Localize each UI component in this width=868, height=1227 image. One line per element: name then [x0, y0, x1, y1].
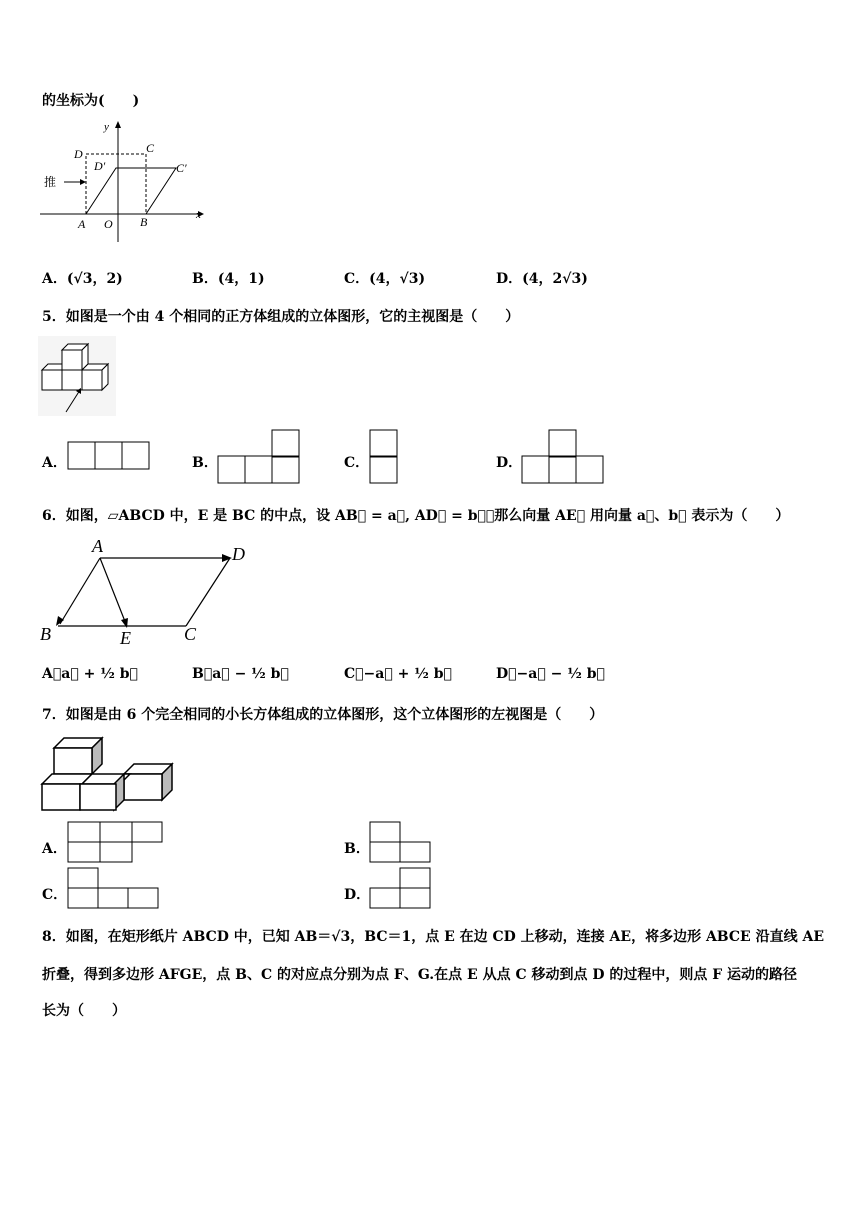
q6-label-E: E — [120, 628, 131, 648]
q5-option-c-figure — [368, 428, 402, 486]
q6-option-c: C．−a⃗ + ½ b⃗ — [344, 666, 452, 682]
q7-figure — [40, 734, 182, 816]
q8-line-1: 8．如图，在矩形纸片 ABCD 中，已知 AB＝√3，BC＝1，点 E 在边 CD 上移动，连接 AE，将多边形 ABCE 沿直线 AE — [42, 929, 824, 945]
q4-label-B: B — [140, 215, 148, 229]
q4-label-x: x — [196, 209, 201, 221]
q4-label-Cp: C′ — [176, 161, 187, 175]
q4-label-C: C — [146, 141, 155, 155]
q7-option-c-figure — [66, 866, 162, 912]
q6-label-B: B — [40, 624, 51, 644]
q7-option-a-label: A． — [42, 841, 67, 857]
q6-option-a: A．a⃗ + ½ b⃗ — [42, 666, 138, 682]
q5-figure — [38, 336, 118, 418]
q4-option-c: C．(4，√3) — [344, 271, 426, 287]
q8-line-3: 长为（ ） — [42, 1003, 126, 1019]
q5-option-b-label: B． — [192, 455, 218, 471]
q4-label-y: y — [104, 121, 109, 133]
q6-option-b: B．a⃗ − ½ b⃗ — [192, 666, 289, 682]
q4-figure — [38, 118, 210, 246]
q6-label-A: A — [92, 536, 103, 556]
q4-stem-tail: 的坐标为( ) — [42, 93, 140, 109]
q7-option-a-figure — [66, 820, 166, 866]
q4-label-D: D — [74, 147, 83, 161]
q7-option-c-label: C． — [42, 887, 68, 903]
q5-option-c-label: C． — [344, 455, 370, 471]
q7-option-d-figure — [368, 866, 436, 912]
q8-line-2: 折叠，得到多边形 AFGE，点 B、C 的对应点分别为点 F、G.在点 E 从点 C 移动到点 D 的过程中，则点 F 运动的路径 — [42, 967, 798, 983]
q4-label-O: O — [104, 217, 113, 231]
q5-option-b-figure — [216, 428, 304, 486]
q7-option-b-label: B． — [344, 841, 370, 857]
q4-label-A: A — [78, 217, 86, 231]
q4-option-d: D．(4，2√3) — [496, 271, 588, 287]
q6-figure — [36, 536, 266, 648]
q5-option-d-label: D． — [496, 455, 523, 471]
q4-option-b: B．(4，1) — [192, 271, 265, 287]
q5-option-a-figure — [66, 440, 152, 472]
q5-stem: 5．如图是一个由 4 个相同的正方体组成的立体图形，它的主视图是（ ） — [42, 309, 520, 325]
q4-label-push: 推 — [44, 175, 57, 189]
q6-label-D: D — [232, 544, 245, 564]
q7-option-b-figure — [368, 820, 436, 866]
q4-label-Dp: D′ — [94, 159, 106, 173]
q6-option-d: D．−a⃗ − ½ b⃗ — [496, 666, 605, 682]
q6-label-C: C — [184, 624, 197, 644]
q5-option-a-label: A． — [42, 455, 67, 471]
q7-stem: 7．如图是由 6 个完全相同的小长方体组成的立体图形，这个立体图形的左视图是（ ） — [42, 707, 604, 723]
q6-stem: 6．如图，▱ABCD 中，E 是 BC 的中点，设 AB⃗ = a⃗, AD⃗ = b⃗，那么向量 AE⃗ 用向量 a⃗、b⃗ 表示为（ ） — [42, 508, 790, 524]
q5-option-d-figure — [520, 428, 608, 486]
q4-option-a: A．(√3，2) — [42, 271, 123, 287]
q7-option-d-label: D． — [344, 887, 371, 903]
